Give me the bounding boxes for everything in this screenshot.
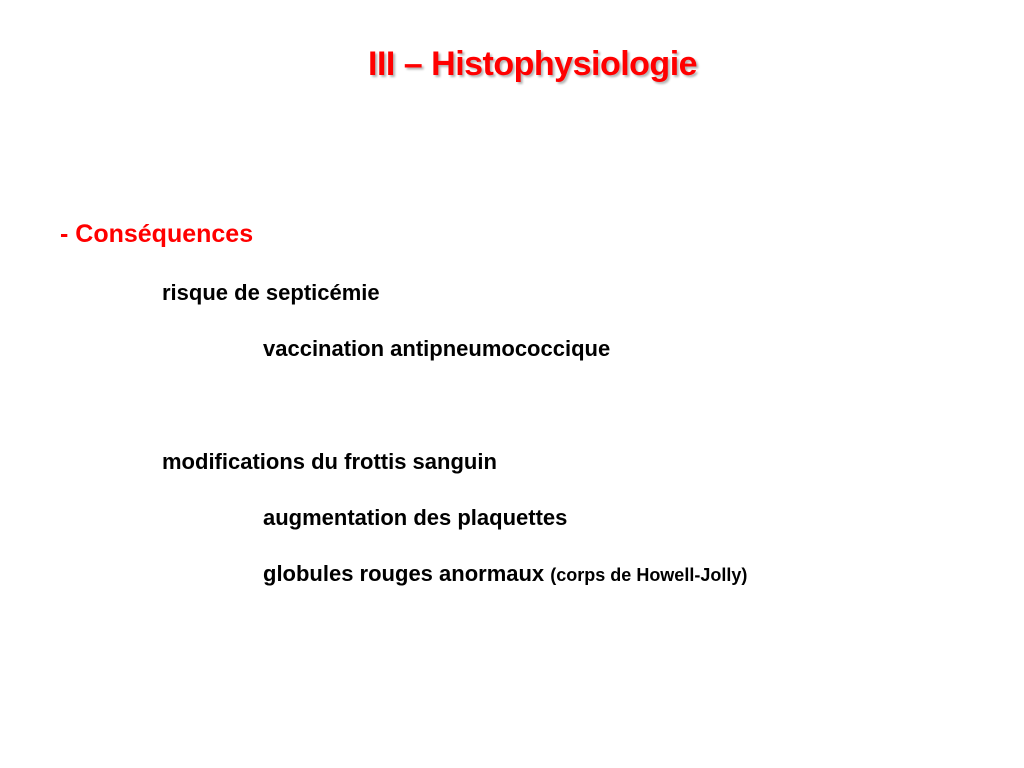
bullet-level1: modifications du frottis sanguin [162,449,497,474]
slide-title: III – Histophysiologie [368,45,698,83]
bullet-main-text: globules rouges anormaux [263,561,545,586]
bullet-level1: risque de septicémie [162,280,380,305]
bullet-level2 [263,561,747,587]
section-heading: - Conséquences [60,220,254,248]
bullet-level2: augmentation des plaquettes [263,505,568,530]
bullet-note: (corps de Howell-Jolly) [550,565,748,585]
bullet-level2: vaccination antipneumococcique [263,336,611,361]
